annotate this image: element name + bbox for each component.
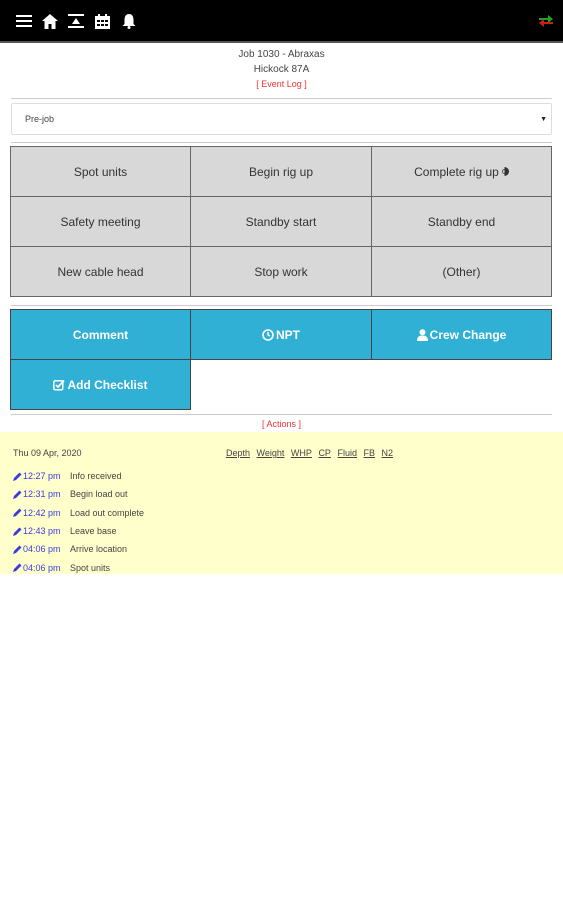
add-checklist-label: Add Checklist bbox=[67, 377, 148, 392]
log-entries bbox=[13, 467, 144, 577]
log-columns bbox=[226, 448, 397, 458]
divider bbox=[11, 305, 552, 306]
pencil-icon bbox=[13, 490, 22, 499]
stage-select-value: Pre-job bbox=[25, 114, 55, 124]
weight-link[interactable]: Weight bbox=[256, 448, 285, 458]
top-toolbar bbox=[0, 0, 563, 43]
whp-link[interactable]: WHP bbox=[290, 448, 312, 458]
crew-change-label: Crew Change bbox=[429, 327, 507, 342]
calendar-icon[interactable] bbox=[93, 12, 111, 30]
fluid-link[interactable]: Fluid bbox=[337, 448, 357, 458]
comment-button[interactable] bbox=[10, 309, 191, 360]
log-date: Thu 09 Apr, 2020 bbox=[13, 448, 82, 458]
npt-button[interactable] bbox=[190, 309, 372, 360]
entry-time[interactable] bbox=[13, 563, 70, 573]
entry-time-text: 12:31 pm bbox=[23, 489, 61, 500]
entry-time-text: 12:27 pm bbox=[23, 471, 61, 482]
pencil-icon bbox=[13, 527, 22, 536]
entry-time[interactable] bbox=[13, 471, 70, 481]
begin-rig-up-button[interactable]: Begin rig up bbox=[190, 146, 372, 197]
menu-icon[interactable] bbox=[15, 12, 33, 30]
actions-link[interactable]: [ Actions ] bbox=[261, 419, 302, 429]
new-cable-head-button[interactable]: New cable head bbox=[10, 246, 191, 297]
home-icon[interactable] bbox=[41, 12, 59, 30]
list-item bbox=[13, 522, 144, 540]
standby-start-button[interactable]: Standby start bbox=[190, 196, 372, 247]
entry-time[interactable] bbox=[13, 508, 70, 518]
entry-label: Load out complete bbox=[70, 507, 145, 518]
rig-name: Hickock 87A bbox=[253, 64, 310, 75]
job-header bbox=[0, 47, 563, 92]
half-circle-icon bbox=[502, 167, 509, 176]
entry-time-text: 12:42 pm bbox=[23, 507, 61, 518]
pencil-icon bbox=[13, 472, 22, 481]
stage-section bbox=[11, 98, 552, 135]
list-item bbox=[13, 467, 144, 485]
event-buttons-section bbox=[11, 142, 552, 297]
dropdown-arrow-icon: ▼ bbox=[540, 116, 547, 123]
safety-meeting-button[interactable]: Safety meeting bbox=[10, 196, 191, 247]
list-item bbox=[13, 504, 144, 522]
list-item bbox=[13, 540, 144, 558]
stop-work-button[interactable]: Stop work bbox=[190, 246, 372, 297]
pencil-icon bbox=[13, 563, 22, 572]
other-button[interactable]: (Other) bbox=[371, 246, 552, 297]
n2-link[interactable]: N2 bbox=[381, 448, 394, 458]
entry-time-text: 12:43 pm bbox=[23, 526, 61, 537]
complete-rig-up-label: Complete rig up bbox=[414, 164, 499, 179]
spot-units-button[interactable]: Spot units bbox=[10, 146, 191, 197]
add-checklist-button[interactable] bbox=[10, 359, 191, 410]
entry-label: Arrive location bbox=[70, 544, 128, 555]
event-log-link[interactable]: [ Event Log ] bbox=[256, 79, 307, 89]
entry-label: Info received bbox=[70, 471, 122, 482]
action-button-grid bbox=[11, 310, 552, 410]
stage-select[interactable] bbox=[11, 103, 552, 135]
list-item bbox=[13, 485, 144, 503]
standby-end-button[interactable]: Standby end bbox=[371, 196, 552, 247]
sync-icon[interactable] bbox=[537, 12, 555, 30]
npt-label: NPT bbox=[276, 327, 300, 342]
clock-icon bbox=[262, 329, 276, 341]
actions-section bbox=[11, 414, 552, 429]
comment-label: Comment bbox=[72, 327, 129, 342]
entry-time-text: 04:06 pm bbox=[23, 544, 61, 555]
event-button-grid bbox=[11, 147, 552, 297]
entry-time[interactable] bbox=[13, 544, 70, 554]
entry-label: Begin load out bbox=[70, 489, 128, 500]
entry-time-text: 04:06 pm bbox=[23, 562, 61, 573]
entry-label: Spot units bbox=[70, 562, 111, 573]
pencil-icon bbox=[13, 545, 22, 554]
complete-rig-up-button[interactable] bbox=[371, 146, 552, 197]
depth-link[interactable]: Depth bbox=[226, 448, 251, 458]
stage-icon[interactable] bbox=[67, 12, 85, 30]
crew-change-button[interactable] bbox=[371, 309, 552, 360]
entry-time[interactable] bbox=[13, 526, 70, 536]
pencil-icon bbox=[13, 508, 22, 517]
cp-link[interactable]: CP bbox=[318, 448, 331, 458]
job-title: Job 1030 - Abraxas bbox=[238, 49, 325, 60]
checkbox-icon bbox=[53, 379, 67, 391]
user-icon bbox=[417, 329, 430, 341]
fb-link[interactable]: FB bbox=[363, 448, 376, 458]
entry-label: Leave base bbox=[70, 526, 117, 537]
list-item bbox=[13, 558, 144, 576]
entry-time[interactable] bbox=[13, 489, 70, 499]
bell-icon[interactable] bbox=[120, 12, 138, 30]
event-log-panel bbox=[0, 432, 563, 574]
